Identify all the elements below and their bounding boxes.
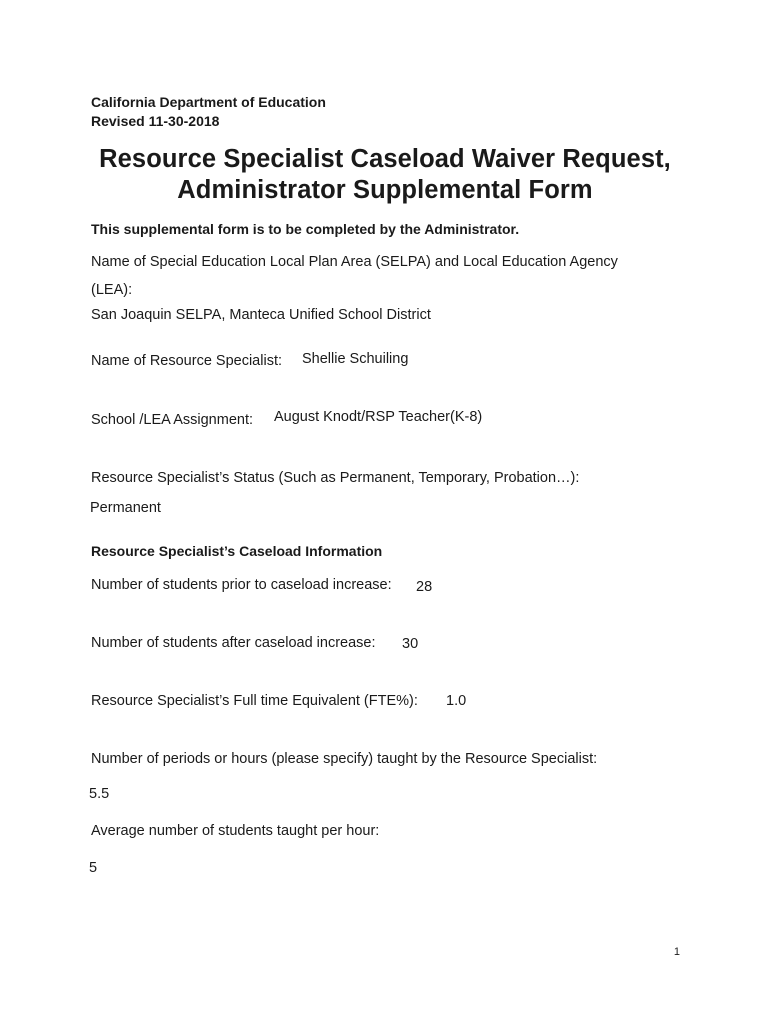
avg-students-value: 5 — [89, 860, 98, 876]
form-title-line-2: Administrator Supplemental Form — [177, 176, 593, 204]
selpa-lea-label-continued: (LEA): — [91, 282, 133, 298]
fte-label: Resource Specialist’s Full time Equivalent (FTE%): — [91, 693, 418, 709]
page-number: 1 — [673, 946, 680, 958]
students-prior-value: 28 — [416, 579, 433, 595]
avg-students-label: Average number of students taught per hour: — [91, 823, 380, 839]
intro-instruction: This supplemental form is to be completed by the Administrator. — [91, 221, 520, 237]
periods-value: 5.5 — [89, 786, 110, 802]
assignment-label: School /LEA Assignment: — [91, 412, 254, 428]
students-after-label: Number of students after caseload increase: — [91, 635, 376, 651]
caseload-heading: Resource Specialist’s Caseload Information — [91, 543, 383, 559]
form-title-line-1: Resource Specialist Caseload Waiver Request, — [99, 145, 671, 173]
selpa-lea-label: Name of Special Education Local Plan Area (SELPA) and Local Education Agency — [91, 254, 618, 270]
resource-specialist-value: Shellie Schuiling — [302, 351, 409, 367]
revision-date: Revised 11-30-2018 — [91, 113, 220, 129]
resource-specialist-label: Name of Resource Specialist: — [91, 353, 282, 369]
fte-value: 1.0 — [446, 693, 467, 709]
assignment-value: August Knodt/RSP Teacher(K-8) — [274, 409, 483, 425]
status-label: Resource Specialist’s Status (Such as Permanent, Temporary, Probation…): — [91, 470, 580, 486]
selpa-lea-value: San Joaquin SELPA, Manteca Unified School District — [91, 307, 431, 323]
periods-label: Number of periods or hours (please specify) taught by the Resource Specialist: — [91, 751, 598, 767]
students-after-value: 30 — [402, 636, 419, 652]
status-value: Permanent — [90, 500, 161, 516]
department-name: California Department of Education — [91, 94, 326, 110]
students-prior-label: Number of students prior to caseload increase: — [91, 577, 392, 593]
